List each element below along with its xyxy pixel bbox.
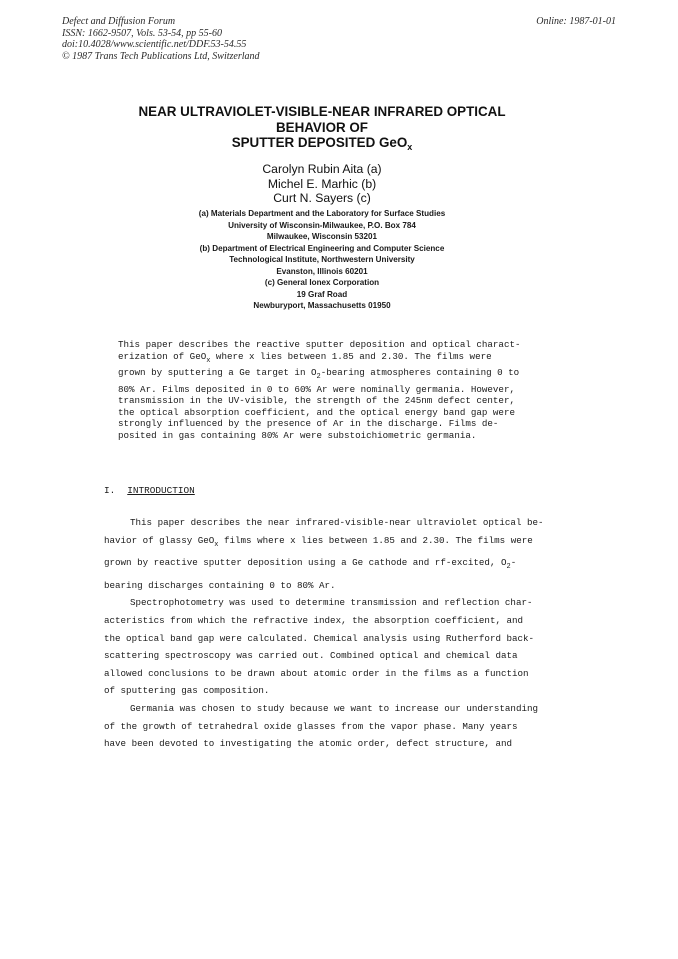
body-subscript-2: 2 — [506, 563, 511, 572]
body-subscript-x: x — [214, 540, 219, 549]
journal-name: Defect and Diffusion Forum — [62, 16, 176, 27]
title-line-1: NEAR ULTRAVIOLET-VISIBLE-NEAR INFRARED OPTICAL — [138, 104, 506, 119]
abstract-line: the optical absorption coefficient, and the optical energy band gap were — [118, 406, 515, 418]
body-line: acteristics from which the refractive index, the absorption coefficient, and — [104, 614, 524, 626]
abstract-text: erization of GeO — [118, 350, 207, 362]
body-line: allowed conclusions to be drawn about atomic order in the films as a function — [104, 667, 529, 679]
paper-title — [0, 104, 644, 156]
abstract-subscript-x: x — [206, 356, 211, 365]
author-1: Carolyn Rubin Aita (a) — [262, 162, 382, 176]
author-3: Curt N. Sayers (c) — [273, 191, 371, 205]
body-text-span: - — [510, 557, 517, 569]
body-line: of the growth of tetrahedral oxide glasses from the vapor phase. Many years — [104, 720, 518, 732]
abstract-line — [118, 367, 538, 384]
abstract — [118, 339, 538, 441]
title-line-3-text: SPUTTER DEPOSITED GeO — [231, 135, 408, 150]
body-line — [104, 554, 556, 577]
abstract-line: strongly influenced by the presence of Ar in the discharge. Films de- — [118, 418, 499, 429]
affiliation-line: Technological Institute, Northwestern University — [229, 255, 415, 264]
online-date: Online: 1987-01-01 — [536, 16, 616, 27]
affiliations — [0, 208, 644, 312]
abstract-text: where x lies between 1.85 and 2.30. The films were — [210, 350, 492, 362]
affiliation-line: (a) Materials Department and the Laboratory for Surface Studies — [198, 209, 446, 218]
affiliation-line: Evanston, Illinois 60201 — [276, 266, 368, 276]
section-number: I. — [104, 485, 116, 496]
abstract-line: transmission in the UV-visible, the strength of the 245nm defect center, — [118, 395, 515, 406]
journal-doi[interactable]: doi:10.4028/www.scientific.net/DDF.53-54.55 — [62, 39, 247, 50]
author-list — [0, 162, 644, 206]
title-line-2: BEHAVIOR OF — [275, 119, 368, 135]
affiliation-line: (c) General Ionex Corporation — [264, 278, 380, 287]
body-line: of sputtering gas composition. — [104, 685, 270, 697]
affiliation-line: (b) Department of Electrical Engineering and Computer Science — [199, 243, 445, 253]
abstract-line: posited in gas containing 80% Ar were substoichiometric germania. — [118, 429, 477, 441]
section-title: INTRODUCTION — [127, 485, 195, 496]
abstract-line — [118, 351, 538, 368]
title-subscript: x — [407, 142, 413, 152]
body-text — [104, 514, 556, 753]
abstract-subscript-2: 2 — [316, 373, 321, 381]
body-line: Spectrophotometry was used to determine transmission and reflection char- — [130, 597, 533, 609]
journal-copyright: © 1987 Trans Tech Publications Ltd, Switzerland — [62, 50, 260, 62]
title-line-3 — [0, 135, 644, 156]
affiliation-line: Newburyport, Massachusetts 01950 — [253, 301, 391, 310]
body-line: have been devoted to investigating the atomic order, defect structure, and — [104, 738, 512, 750]
body-text-span: havior of glassy GeO — [104, 534, 215, 546]
abstract-text: -bearing atmospheres containing 0 to — [320, 367, 520, 378]
journal-issn: ISSN: 1662-9507, Vols. 53-54, pp 55-60 — [62, 27, 222, 39]
section-heading — [104, 485, 195, 496]
abstract-line: This paper describes the reactive sputter deposition and optical charact- — [118, 339, 521, 350]
affiliation-line: Milwaukee, Wisconsin 53201 — [266, 232, 378, 241]
body-line: the optical band gap were calculated. Chemical analysis using Rutherford back- — [104, 632, 535, 644]
body-line: scattering spectroscopy was carried out. Combined optical and chemical data — [104, 650, 518, 662]
body-text-span: films where x lies between 1.85 and 2.30. The films were — [218, 534, 533, 546]
body-line: bearing discharges containing 0 to 80% Ar. — [104, 579, 336, 591]
body-line: Germania was chosen to study because we want to increase our understanding — [130, 702, 538, 714]
author-2: Michel E. Marhic (b) — [267, 176, 377, 191]
affiliation-line: University of Wisconsin-Milwaukee, P.O. Box 784 — [228, 220, 416, 230]
journal-header — [62, 16, 260, 62]
abstract-text: grown by sputtering a Ge target in O — [118, 367, 317, 378]
abstract-line: 80% Ar. Films deposited in 0 to 60% Ar were nominally germania. However, — [118, 383, 515, 395]
affiliation-line: 19 Graf Road — [296, 289, 348, 299]
body-text-span: grown by reactive sputter deposition using a Ge cathode and rf-excited, O — [104, 557, 507, 569]
body-line — [104, 532, 556, 555]
body-line: This paper describes the near infrared-visible-near ultraviolet optical be- — [130, 517, 544, 528]
